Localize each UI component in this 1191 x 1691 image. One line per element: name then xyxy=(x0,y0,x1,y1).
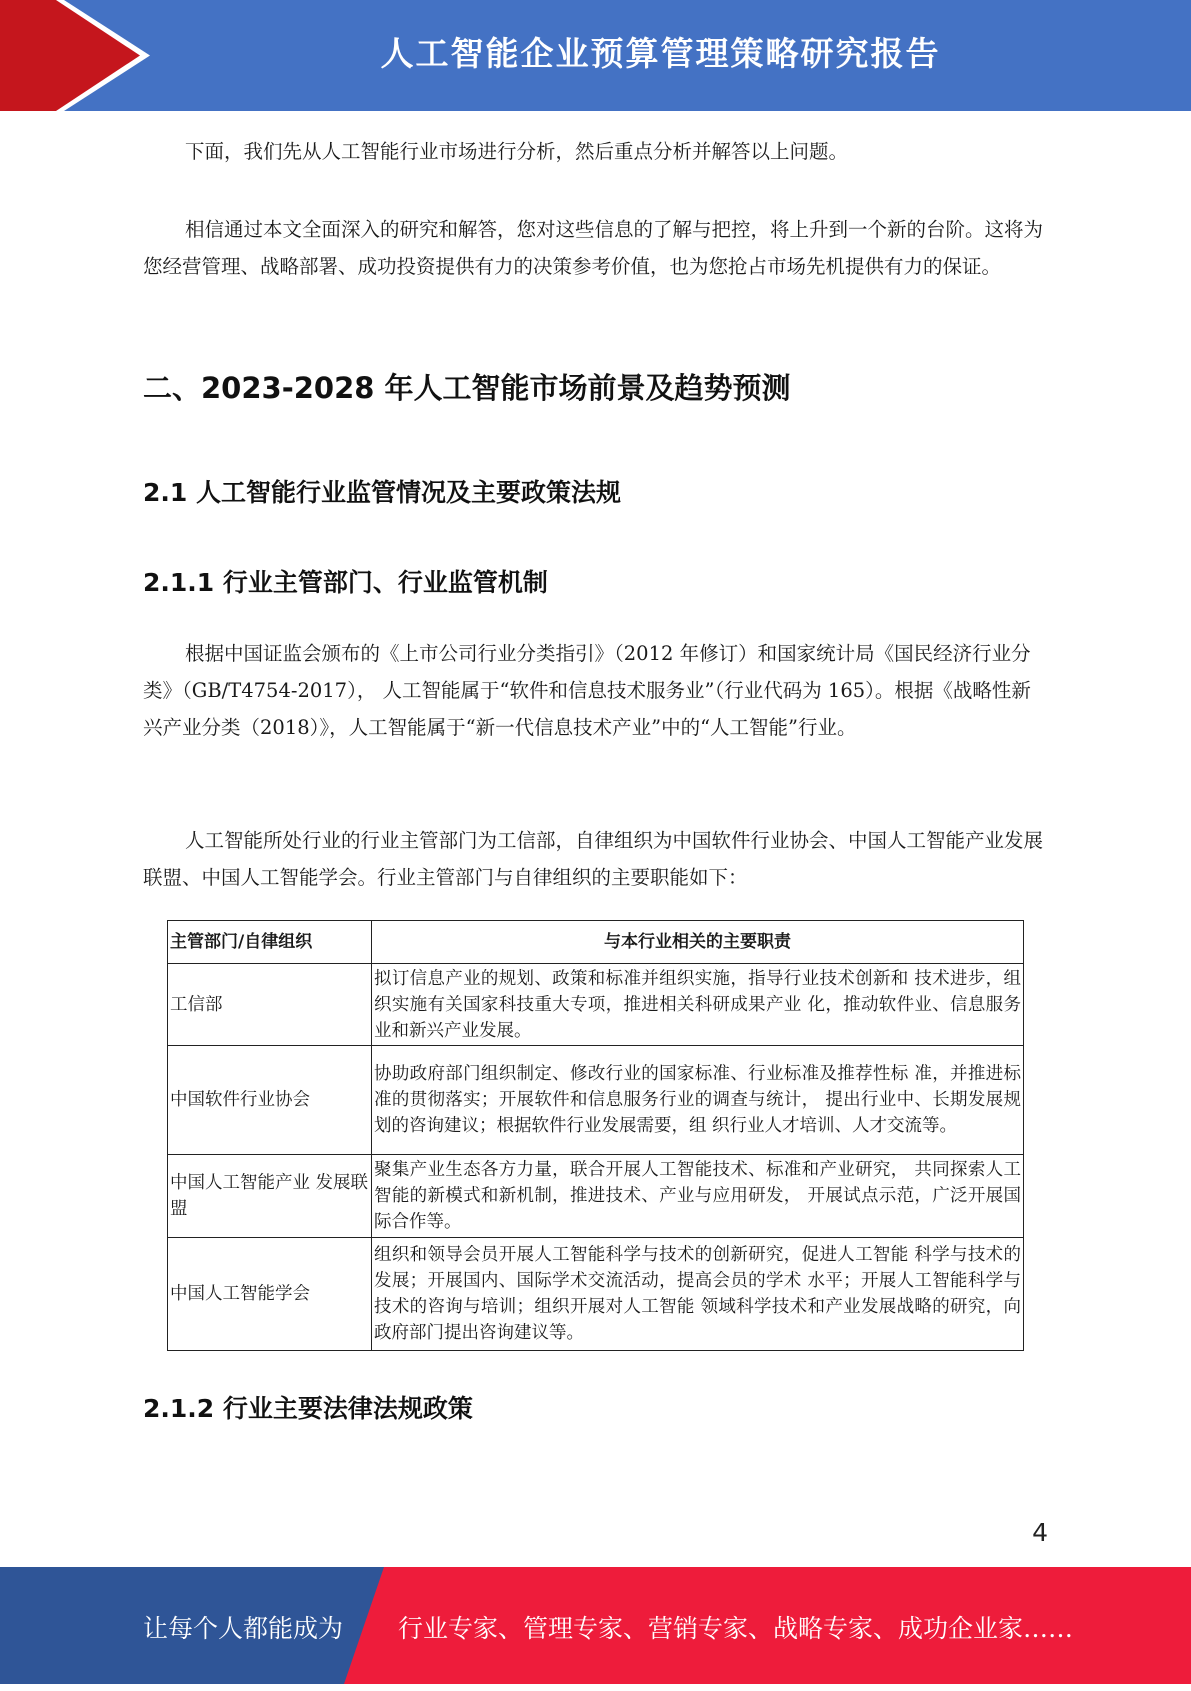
regulator-duty-table xyxy=(167,920,1024,1351)
chevron-arrow-icon xyxy=(0,0,150,111)
table-row xyxy=(168,1046,1024,1155)
page-header xyxy=(0,0,1191,111)
regulator-paragraph: 人工智能所处行业的行业主管部门为工信部，自律组织为中国软件行业协会、中国人工智能产业发展联盟、中国人工智能学会。行业主管部门与自律组织的主要职能如下： xyxy=(143,829,1044,889)
table-cell-duty: 组织和领导会员开展人工智能科学与技术的创新研究，促进人工智能 科学与技术的发展；开展国内、国际学术交流活动，提高会员的学术 水平；开展人工智能科学与技术的咨询与培训；组织开展对人工智能 领域科学技术和产业发展战略的研究，向政府部门提出咨询建议等。 xyxy=(372,1238,1024,1351)
footer-slogan-right: 行业专家、管理专家、营销专家、战略专家、成功企业家…… xyxy=(398,1614,1074,1643)
table-cell-org: 中国人工智能产业 发展联盟 xyxy=(168,1155,372,1238)
table-cell-org: 中国人工智能学会 xyxy=(168,1238,372,1351)
table-row xyxy=(168,964,1024,1046)
header-title: 人工智能企业预算管理策略研究报告 xyxy=(380,34,941,73)
section-heading: 二、2023-2028 年人工智能市场前景及趋势预测 xyxy=(143,371,791,405)
table-row xyxy=(168,1155,1024,1238)
table-cell-org: 中国软件行业协会 xyxy=(168,1046,372,1155)
subsection-heading: 2.1 人工智能行业监管情况及主要政策法规 xyxy=(143,478,621,507)
subsubsection-heading: 2.1.1 行业主管部门、行业监管机制 xyxy=(143,568,548,597)
table-cell-duty: 协助政府部门组织制定、修改行业的国家标准、行业标准及推荐性标 准，并推进标准的贯彻落实；开展软件和信息服务行业的调查与统计， 提出行业中、长期发展规划的咨询建议；根据软件行业发展需要，组 织行业人才培训、人才交流等。 xyxy=(372,1046,1024,1155)
table-row xyxy=(168,1238,1024,1351)
page-number: 4 xyxy=(1032,1518,1048,1547)
table-cell-duty: 聚集产业生态各方力量，联合开展人工智能技术、标准和产业研究， 共同探索人工智能的新模式和新机制，推进技术、产业与应用研发， 开展试点示范，广泛开展国际合作等。 xyxy=(372,1155,1024,1238)
table-header-org: 主管部门/自律组织 xyxy=(168,921,372,964)
table-cell-duty: 拟订信息产业的规划、政策和标准并组织实施，指导行业技术创新和 技术进步，组织实施有关国家科技重大专项，推进相关科研成果产业 化，推动软件业、信息服务业和新兴产业发展。 xyxy=(372,964,1024,1046)
classification-paragraph: 根据中国证监会颁布的《上市公司行业分类指引》（2012 年修订）和国家统计局《国民经济行业分类》（GB/T4754-2017）， 人工智能属于“软件和信息技术服务业”（行业代码为 165）。根据《战略性新兴产业分类（2018）》，人工智能属于“新一代信息技术产业”中的“人工智能”行业。 xyxy=(143,642,1031,739)
page-footer xyxy=(0,1567,1191,1684)
subsubsection-heading: 2.1.2 行业主要法律法规政策 xyxy=(143,1394,473,1423)
footer-slogan-left: 让每个人都能成为 xyxy=(143,1614,344,1643)
summary-paragraph: 相信通过本文全面深入的研究和解答，您对这些信息的了解与把控，将上升到一个新的台阶。这将为您经营管理、战略部署、成功投资提供有力的决策参考价值，也为您抢占市场先机提供有力的保证。 xyxy=(143,218,1044,278)
intro-paragraph: 下面，我们先从人工智能行业市场进行分析，然后重点分析并解答以上问题。 xyxy=(185,140,849,163)
table-cell-org: 工信部 xyxy=(168,964,372,1046)
table-header-row xyxy=(168,921,1024,964)
table-header-duty: 与本行业相关的主要职责 xyxy=(372,921,1024,964)
